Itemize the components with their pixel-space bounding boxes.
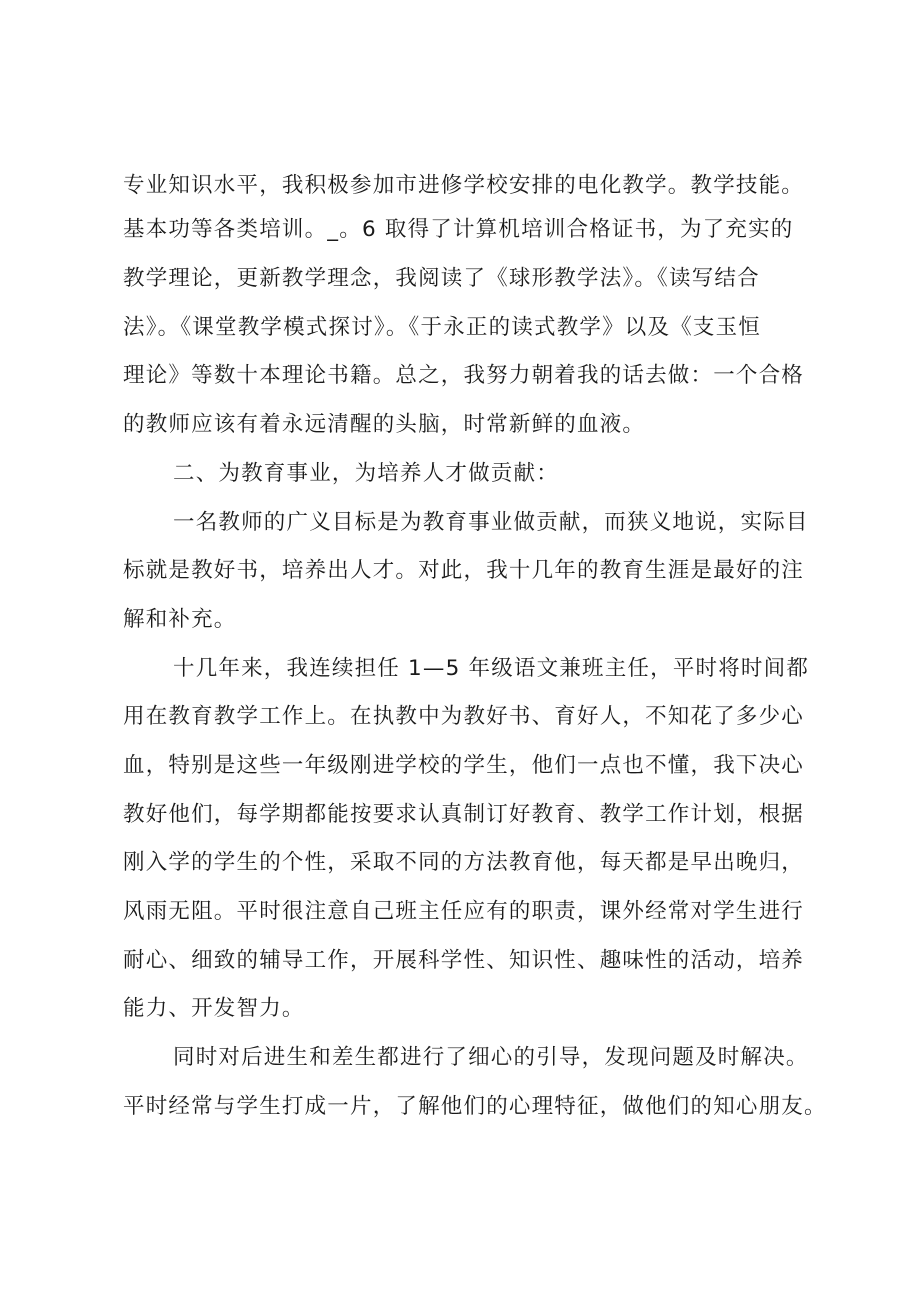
text-line: 一名教师的广义目标是为教育事业做贡献，而狭义地说，实际目 xyxy=(173,510,809,535)
text-line: 教好他们，每学期都能按要求认真制订好教育、教学工作计划，根据 xyxy=(123,802,805,827)
text-line: 法》。《课堂教学模式探讨》。《于永正的读式教学》以及《支玉恒 xyxy=(123,315,762,340)
text-line: 同时对后进生和差生都进行了细心的引导，发现问题及时解决。 xyxy=(173,1045,809,1070)
text-line: 专业知识水平，我积极参加市进修学校安排的电化教学。教学技能。 xyxy=(123,173,805,198)
text-line: 理论》等数十本理论书籍。总之，我努力朝着我的话去做：一个合格 xyxy=(123,363,805,388)
text-line: 平时经常与学生打成一片，了解他们的心理特征，做他们的知心朋友。 xyxy=(123,1094,827,1119)
text-line: 风雨无阻。平时很注意自己班主任应有的职责，课外经常对学生进行 xyxy=(123,899,805,924)
text-line: 基本功等各类培训。_。6 取得了计算机培训合格证书，为了充实的 xyxy=(123,217,794,242)
text-line: 能力、开发智力。 xyxy=(123,996,305,1021)
text-line: 刚入学的学生的个性，采取不同的方法教育他，每天都是早出晚归， xyxy=(123,850,805,875)
section-heading: 二、为教育事业，为培养人才做贡献： xyxy=(173,461,559,486)
text-line: 十几年来，我连续担任 1—5 年级语文兼班主任，平时将时间都 xyxy=(173,656,810,681)
text-line: 教学理论，更新教学理念，我阅读了《球形教学法》。《读写结合 xyxy=(123,266,760,291)
text-line: 血，特别是这些一年级刚进学校的学生，他们一点也不懂，我下决心 xyxy=(123,753,805,778)
text-line: 解和补充。 xyxy=(123,607,237,632)
text-line: 标就是教好书，培养出人才。对此，我十几年的教育生涯是最好的注 xyxy=(123,558,805,583)
text-line: 耐心、细致的辅导工作，开展科学性、知识性、趣味性的活动，培养 xyxy=(123,948,805,973)
text-line: 用在教育教学工作上。在执教中为教好书、育好人，不知花了多少心 xyxy=(123,704,805,729)
text-line: 的教师应该有着永远清醒的头脑，时常新鲜的血液。 xyxy=(123,412,646,437)
